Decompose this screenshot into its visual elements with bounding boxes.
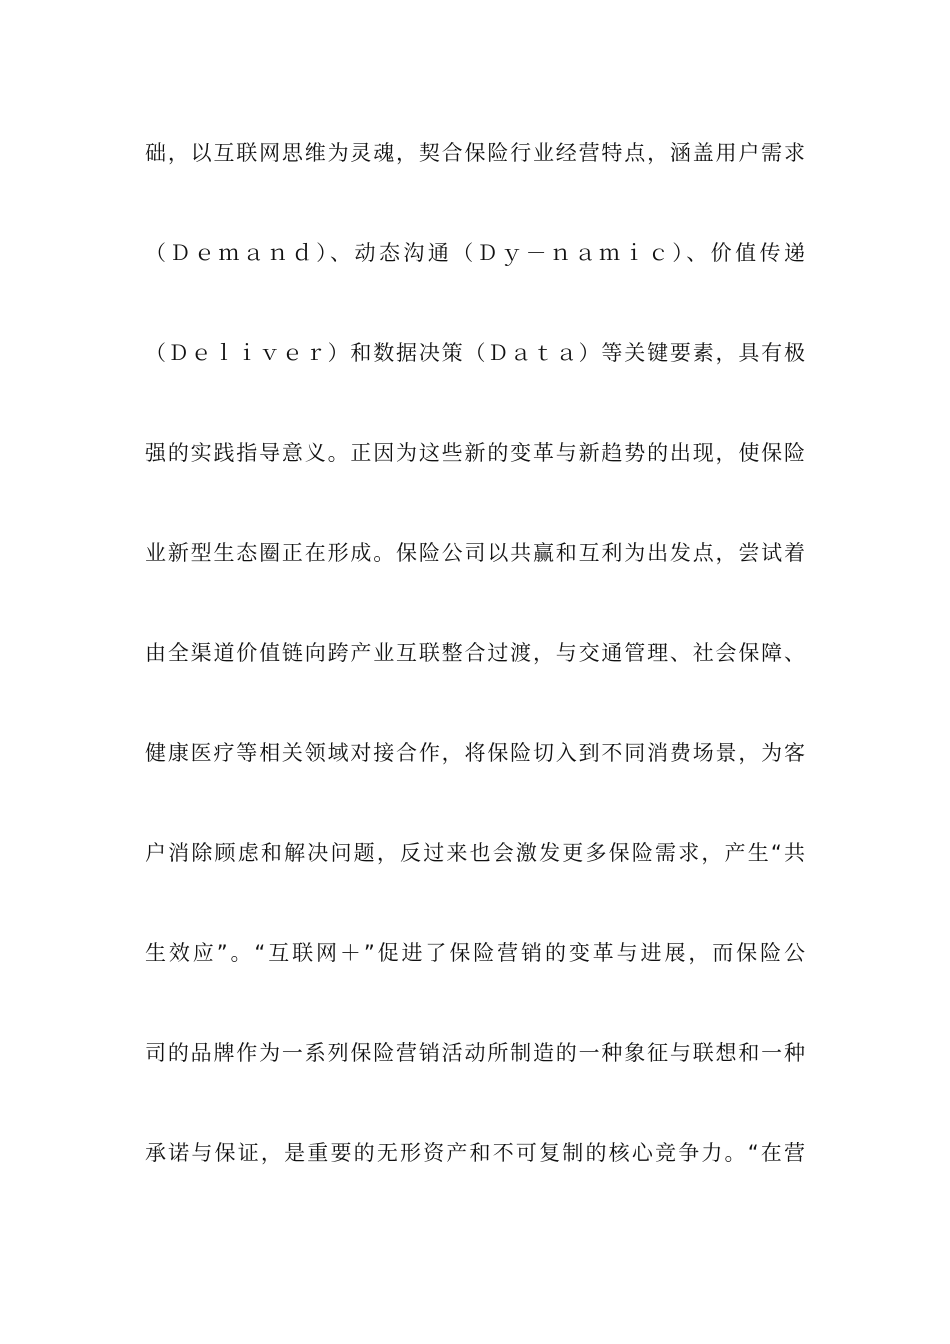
text-line: 司的品牌作为一系列保险营销活动所制造的一种象征与联想和一种 bbox=[145, 1041, 805, 1065]
text-line: （Ｄｅｍａｎｄ）、动态沟通（Ｄｙ－ｎａｍｉｃ）、价值传递 bbox=[145, 241, 805, 265]
text-line: 业新型生态圈正在形成。保险公司以共赢和互利为出发点，尝试着 bbox=[145, 541, 805, 565]
text-line: 户消除顾虑和解决问题，反过来也会激发更多保险需求，产生“共 bbox=[145, 841, 805, 865]
body-text bbox=[145, 130, 805, 1230]
text-line: （Ｄｅｌｉｖｅｒ）和数据决策（Ｄａｔａ）等关键要素，具有极 bbox=[145, 341, 805, 365]
text-line: 健康医疗等相关领域对接合作，将保险切入到不同消费场景，为客 bbox=[145, 741, 805, 765]
text-line: 承诺与保证，是重要的无形资产和不可复制的核心竞争力。“在营 bbox=[145, 1141, 805, 1165]
text-line: 生效应”。“互联网＋”促进了保险营销的变革与进展，而保险公 bbox=[145, 941, 805, 965]
text-line: 础，以互联网思维为灵魂，契合保险行业经营特点，涵盖用户需求 bbox=[145, 141, 805, 165]
text-line: 由全渠道价值链向跨产业互联整合过渡，与交通管理、社会保障、 bbox=[145, 641, 805, 665]
text-line: 强的实践指导意义。正因为这些新的变革与新趋势的出现，使保险 bbox=[145, 441, 805, 465]
